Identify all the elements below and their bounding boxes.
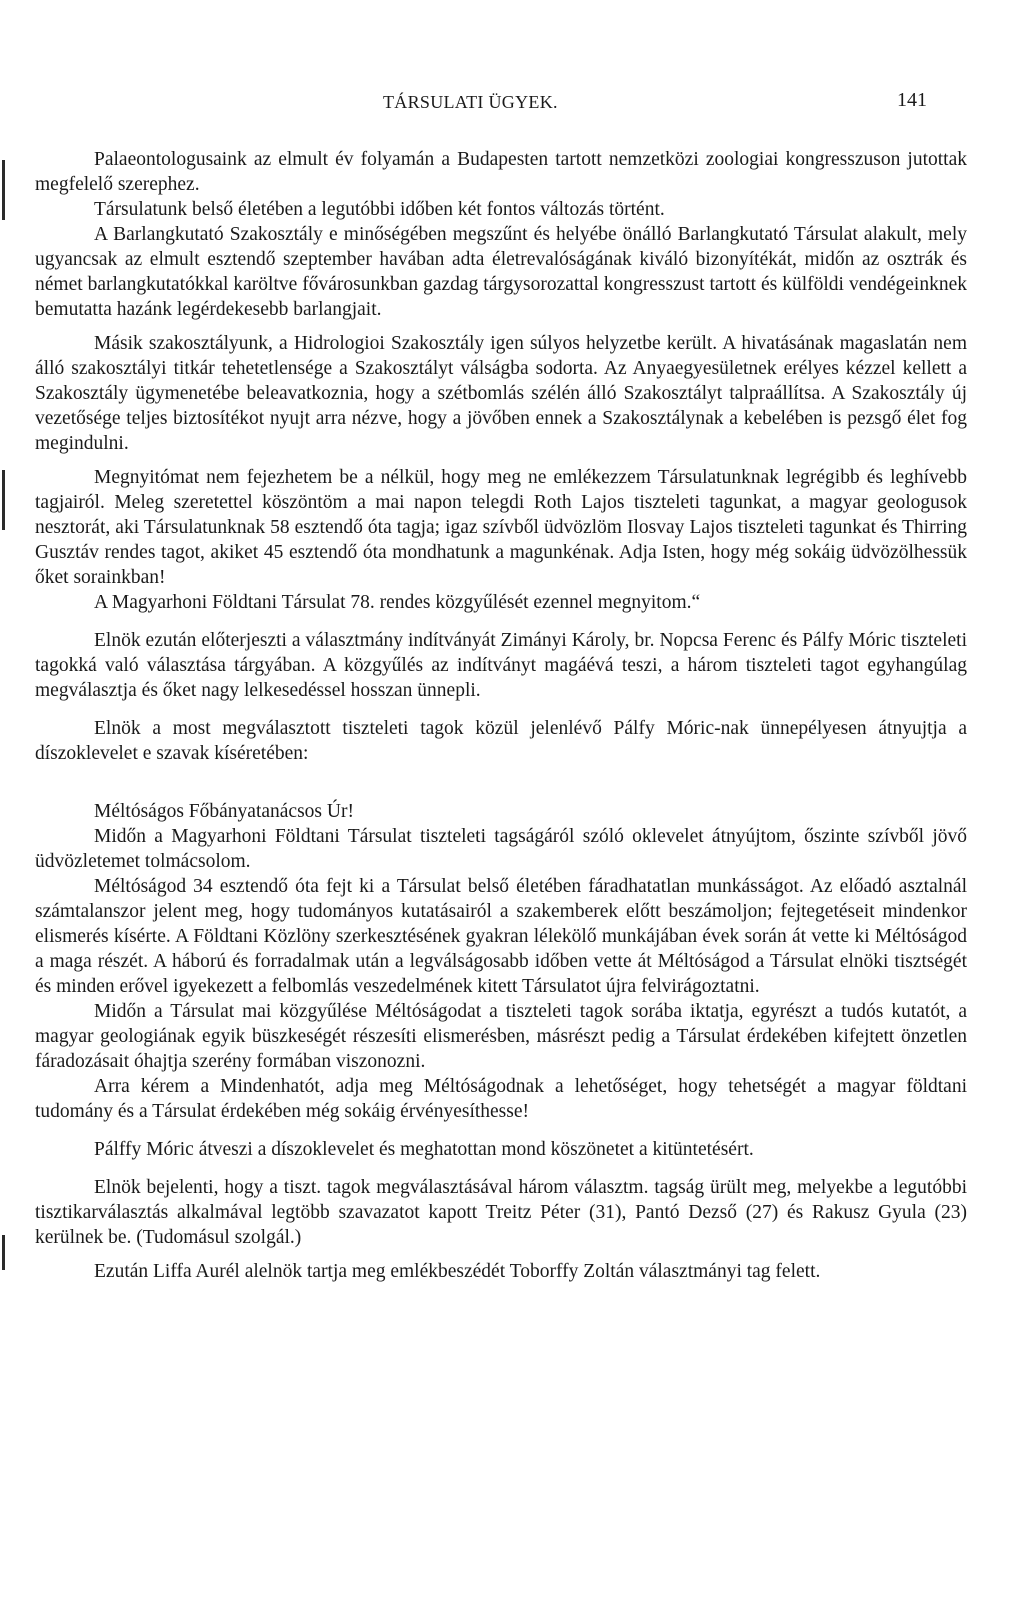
paragraph-2: Társulatunk belső életében a legutóbbi időben két fontos változás történt. [94,199,665,220]
paragraph-8: Elnök a most megválasztott tiszteleti tagok közül jelenlévő Pálfy Móric-nak ünnepélyesen átnyujtja a díszoklevelet e szavak kíséretében: [35,718,967,764]
page-number: 141 [897,89,927,111]
paragraph-4: Másik szakosztályunk, a Hidrologioi Szakosztály igen súlyos helyzetbe került. A hivatásának magaslatán nem álló szakosztályi titkár tehetetlensége a Szakosztályt válságba sodorta. Az Anyaegyesületnek erélyes kézzel kellett a Szakosztály ügymenetébe beleavatkoznia, hogy a szétbomlás szélén álló Szakosztályt talpraállítsa. A Szakosztály új vezetősége teljes biztosítékot nyujt arra nézve, hogy a jövőben ennek a Szakosztálynak a kebelében is pezsgő élet fog megindulni. [35,333,967,454]
paragraph-3: A Barlangkutató Szakosztály e minőségében megszűnt és helyébe önálló Barlangkutató Társulat alakult, mely ugyancsak az elmult esztendő szeptember havában adta életrevalóságának kiváló bizonyítékát, midőn az osztrák és német barlangkutatókkal karöltve fővárosunkban gazdag tárgysorozattal kongresszust tartott és külföldi vendégeinknek bemutatta hazánk legérdekesebb barlangjait. [35,224,967,320]
paragraph-1: Palaeontologusaink az elmult év folyamán a Budapesten tartott nemzetközi zoologiai kongresszuson jutottak megfelelő szerephez. [35,149,967,195]
paragraph-11: Midőn a Társulat mai közgyűlése Méltóságodat a tiszteleti tagok sorába iktatja, egyrészt a tudós kutatót, a magyar geologiának egyik büszkeségét részesíti elismerésben, másrészt pedig a Társulat érdekében kifejtett önzetlen fáradozásait óhajtja szerény formában viszonozni. [35,1001,967,1072]
scan-edge-mark-middle [2,470,5,530]
running-title: TÁRSULATI ÜGYEK. [383,92,558,112]
paragraph-13: Pálffy Móric átveszi a díszoklevelet és meghatottan mond köszönetet a kitüntetésért. [94,1139,754,1160]
paragraph-7: Elnök ezután előterjeszti a választmány indítványát Zimányi Károly, br. Nopcsa Ferenc és Pálfy Móric tiszteleti tagokká való választása tárgyában. A közgyűlés az indítványt magáévá teszi, a három tiszteleti tagot egyhangúlag megválasztja és őket nagy lelkesedéssel hosszan ünnepli. [35,630,967,701]
paragraph-5: Megnyitómat nem fejezhetem be a nélkül, hogy meg ne emlékezzem Társulatunknak legrégibb és leghívebb tagjairól. Meleg szeretettel köszöntöm a mai napon telegdi Roth Lajos tiszteleti tagunkat, a magyar geologusok nesztorát, aki Társulatunknak 58 esztendő óta tagja; igaz szívből üdvözlöm Ilosvay Lajos tiszteleti tagunkat és Thirring Gusztáv rendes tagot, akiket 45 esztendő óta mondhatunk a magunkénak. Adja Isten, hogy még sokáig üdvözölhessük őket sorainkban! [35,467,967,588]
running-header [0,89,1024,122]
scan-edge-mark-bottom [2,1235,5,1270]
salutation: Méltóságos Főbányatanácsos Úr! [94,801,354,822]
scan-edge-mark-top [2,160,5,220]
paragraph-10: Méltóságod 34 esztendő óta fejt ki a Társulat belső életében fáradhatatlan munkásságot. Az előadó asztalnál számtalanszor jelent meg, hogy tudományos kutatásairól a szakemberek előtt beszámoljon; fejtegetéseit mindenkor elismerés kísérte. A Földtani Közlöny szerkesztésének gyakran lélekölő munkájában évek során át vette ki Méltóságod a maga részét. A háború és forradalmak után a legválságosabb időben vette át Méltóságod a Társulat elnöki tisztségét és minden erővel igyekezett a felbomlás veszedelmének kitett Társulatot újra felvirágoztatni. [35,876,967,997]
paragraph-14: Elnök bejelenti, hogy a tiszt. tagok megválasztásával három választm. tagság ürült meg, melyekbe a legutóbbi tisztikarválasztás alkalmával legtöbb szavazatot kapott Treitz Péter (31), Pantó Dezső (27) és Rakusz Gyula (23) kerülnek be. (Tudomásul szolgál.) [35,1177,967,1248]
paragraph-6: A Magyarhoni Földtani Társulat 78. rendes közgyűlését ezennel megnyitom.“ [94,592,701,613]
paragraph-15: Ezután Liffa Aurél alelnök tartja meg emlékbeszédét Toborffy Zoltán választmányi tag felett. [94,1261,821,1282]
paragraph-12: Arra kérem a Mindenhatót, adja meg Méltóságodnak a lehetőséget, hogy tehetségét a magyar földtani tudomány és a Társulat érdekében még sokáig érvényesíthesse! [35,1076,967,1122]
paragraph-9: Midőn a Magyarhoni Földtani Társulat tiszteleti tagságáról szóló oklevelet átnyújtom, őszinte szívből jövő üdvözletemet tolmácsolom. [35,826,967,872]
page-body [35,147,967,1284]
